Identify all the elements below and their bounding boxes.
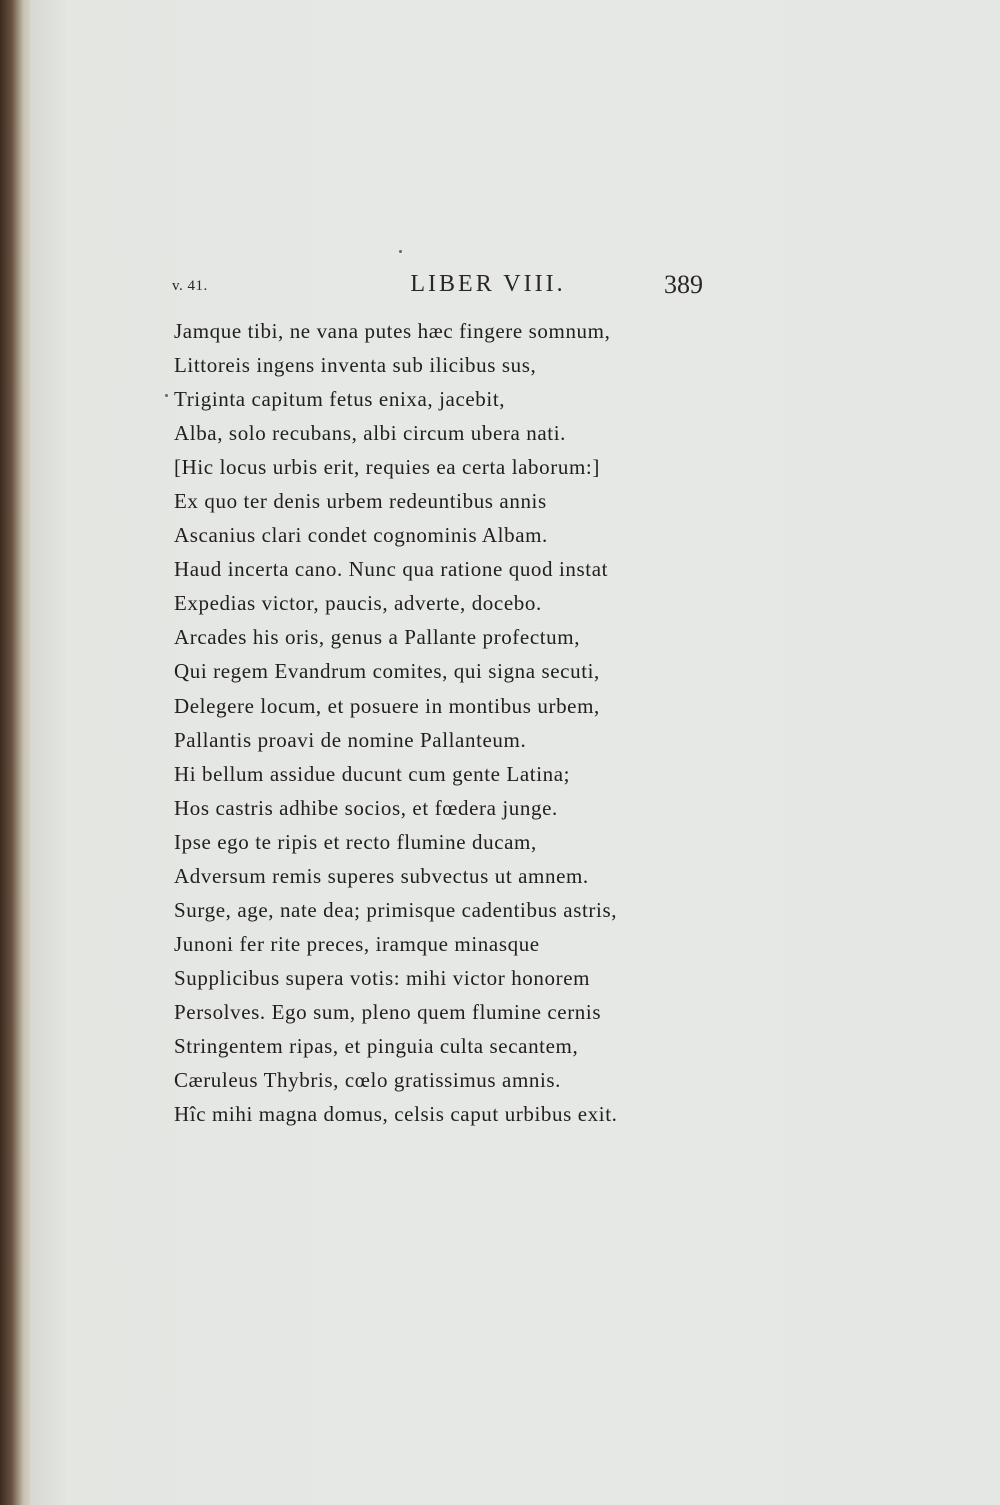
- book-title-text: LIBER VIII.: [410, 271, 566, 297]
- running-header: [0, 272, 1000, 308]
- verse-line: Alba, solo recubans, albi circum ubera nati.: [174, 421, 567, 446]
- verse-line: Hîc mihi magna domus, celsis caput urbibus exit.: [174, 1102, 618, 1127]
- verse-line: Jamque tibi, ne vana putes hæc fingere somnum,: [174, 319, 611, 343]
- verse-line: Cæruleus Thybris, cœlo gratissimus amnis.: [174, 1068, 562, 1093]
- verse-line: Hos castris adhibe socios, et fœdera junge.: [174, 795, 558, 820]
- book-title: [0, 271, 1000, 298]
- page-speck: [399, 250, 402, 253]
- verse-line: Ascanius clari condet cognominis Albam.: [174, 523, 548, 548]
- verse-line: Stringentem ripas, et pinguia culta secantem,: [174, 1033, 579, 1058]
- verse-reference: v. 41.: [172, 278, 208, 294]
- page-number: 389: [664, 270, 703, 299]
- verse-line: Qui regem Evandrum comites, qui signa secuti,: [174, 659, 600, 684]
- verse-line: Junoni fer rite preces, iramque minasque: [174, 931, 540, 956]
- verse-line: Expedias victor, paucis, adverte, docebo.: [174, 591, 542, 616]
- verse-line: Delegere locum, et posuere in montibus urbem,: [174, 693, 600, 718]
- verse-line: Pallantis proavi de nomine Pallanteum.: [174, 727, 527, 752]
- verse-line: Ex quo ter denis urbem redeuntibus annis: [174, 489, 547, 514]
- page-speck: [165, 394, 168, 397]
- verse-line: Persolves. Ego sum, pleno quem flumine cernis: [174, 999, 602, 1024]
- verse-line: [Hic locus urbis erit, requies ea certa laborum:]: [174, 455, 600, 480]
- book-binding-edge: [0, 0, 34, 1505]
- verse-line: Hi bellum assidue ducunt cum gente Latina;: [174, 761, 571, 786]
- verse-line: Adversum remis superes subvectus ut amnem.: [174, 863, 589, 888]
- verse-line: Littoreis ingens inventa sub ilicibus sus,: [174, 353, 537, 378]
- verse-line: Ipse ego te ripis et recto flumine ducam,: [174, 829, 537, 854]
- verse-line: Supplicibus supera votis: mihi victor honorem: [174, 965, 591, 990]
- verse-line: Haud incerta cano. Nunc qua ratione quod instat: [174, 557, 609, 582]
- verse-line: Triginta capitum fetus enixa, jacebit,: [174, 387, 506, 412]
- verse-block: [174, 314, 734, 1131]
- verse-line: Arcades his oris, genus a Pallante profectum,: [174, 625, 581, 650]
- verse-line: Surge, age, nate dea; primisque cadentibus astris,: [174, 897, 618, 922]
